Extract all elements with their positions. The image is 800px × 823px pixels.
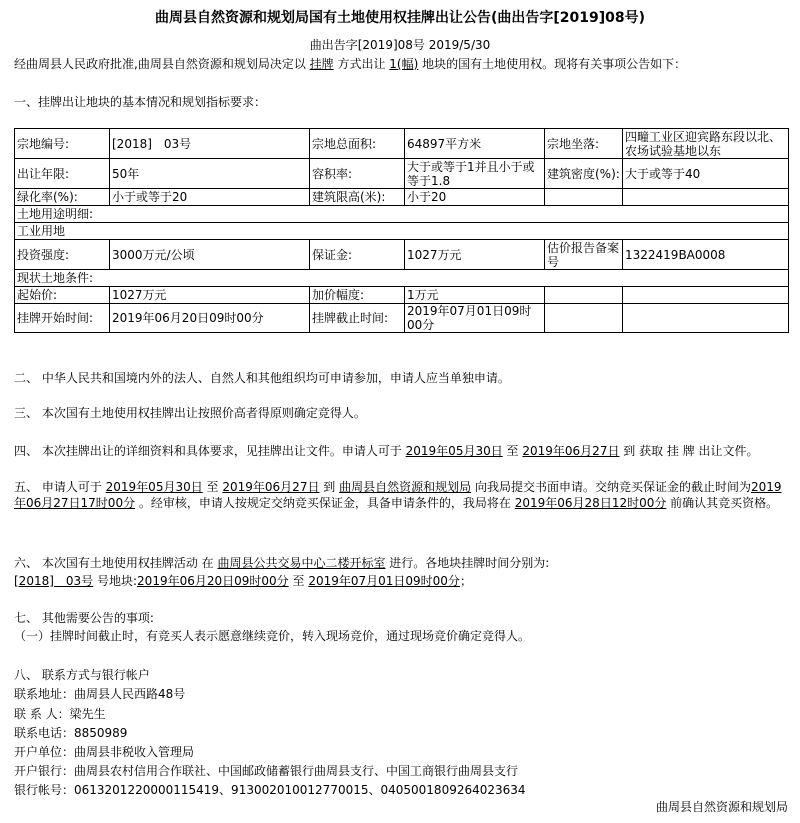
cell-label: 建筑密度(%): <box>545 159 623 189</box>
venue: 曲周县公共交易中心二楼开标室 <box>217 556 386 570</box>
section-1-heading: 一、挂牌出让地块的基本情况和规划指标要求： <box>14 95 267 109</box>
account-numbers: 银行帐号：0613201220000115419、913002010012770015、0405001809264023634 <box>14 783 526 797</box>
cell-value: 2019年06月20日09时00分 <box>110 304 310 333</box>
notice-title: 曲周县自然资源和规划局国有土地使用权挂牌出让公告(曲出告字[2019]08号) <box>154 10 646 26</box>
table-row <box>15 129 789 159</box>
table-row <box>15 270 789 287</box>
cell-label: 挂牌开始时间: <box>15 304 110 333</box>
cell-empty <box>623 287 789 304</box>
listing-start: 2019年06月20日09时00分 <box>137 574 289 588</box>
intro-text-2: 方式出让 <box>333 57 390 71</box>
transfer-method: 挂牌 <box>309 57 334 71</box>
cell-label: 出让年限: <box>15 159 110 189</box>
s5-text: 五、 申请人可于 <box>14 480 106 494</box>
cell-value: 3000万元/公顷 <box>110 240 310 270</box>
section-6-line2 <box>14 573 472 589</box>
cell-label: 绿化率(%): <box>15 189 110 206</box>
section-7-heading: 七、 其他需要公告的事项: <box>14 611 154 625</box>
s5-text: 前确认其竞买资格。 <box>666 496 779 510</box>
s5-text: 至 <box>202 480 223 494</box>
issuer-signature: 曲周县自然资源和规划局 <box>655 800 788 814</box>
cell-value: 大于或等于40 <box>623 159 789 189</box>
cell-value: 1322419BA0008 <box>623 240 789 270</box>
date-start: 2019年05月30日 <box>105 480 203 494</box>
cell-value: 50年 <box>110 159 310 189</box>
parcel-info-table <box>14 128 789 333</box>
cell-label: 宗地编号: <box>15 129 110 159</box>
s6-text: ； <box>459 574 472 588</box>
cell-empty <box>545 189 623 206</box>
table-row <box>15 304 789 333</box>
table-row <box>15 206 789 223</box>
table-row <box>15 159 789 189</box>
cell-value: 1万元 <box>405 287 545 304</box>
account-unit: 开户单位：曲周县非税收入管理局 <box>14 745 195 759</box>
cell-label: 容积率: <box>310 159 405 189</box>
section-8-heading: 八、 联系方式与银行帐户 <box>14 668 150 682</box>
s6-text: 至 <box>288 574 309 588</box>
s5-text: 向我局提交书面申请。交纳竞买保证金的截止时间为 <box>471 480 751 494</box>
contact-phone: 联系电话：8850989 <box>14 726 128 740</box>
s4-text: 四、 本次挂牌出让的详细资料和具体要求，见挂牌出让文件。申请人可于 <box>14 444 406 458</box>
bank-names: 开户银行：曲周县农村信用合作联社、中国邮政储蓄银行曲周县支行、中国工商银行曲周县支行 <box>14 764 519 778</box>
section-3: 三、 本次国有土地使用权挂牌出让按照价高者得原则确定竞得人。 <box>14 406 366 420</box>
cell-label: 建筑限高(米): <box>310 189 405 206</box>
cell-value: 小于或等于20 <box>110 189 310 206</box>
s4-text: 至 <box>502 444 523 458</box>
s6-text: 进行。各地块挂牌时间分别为: <box>385 556 550 570</box>
cell-label: 宗地总面积: <box>310 129 405 159</box>
s5-text: 到 <box>319 480 340 494</box>
cell-label: 土地用途明细: <box>15 206 789 223</box>
notice-number-date: 曲出告字[2019]08号 2019/5/30 <box>309 38 491 52</box>
section-2: 二、 中华人民共和国境内外的法人、自然人和其他组织均可申请参加，申请人应当单独申请。 <box>14 371 510 385</box>
cell-value: 小于20 <box>405 189 545 206</box>
section-5 <box>14 479 788 511</box>
table-row <box>15 189 789 206</box>
org-name: 曲周县自然资源和规划局 <box>339 480 472 494</box>
cell-value: 四疃工业区迎宾路东段以北、农场试验基地以东 <box>623 129 789 159</box>
cell-label: 起始价: <box>15 287 110 304</box>
contact-person: 联 系 人：梁先生 <box>14 707 106 721</box>
s4-text: 到 获取 挂 牌 出让文件。 <box>619 444 759 458</box>
s6-text: 六、 本次国有土地使用权挂牌活动 在 <box>14 556 218 570</box>
confirm-deadline: 2019年06月28日12时00分 <box>514 496 667 510</box>
date-end: 2019年06月27日 <box>222 480 320 494</box>
intro-paragraph <box>14 56 686 72</box>
cell-value: 1027万元 <box>110 287 310 304</box>
date-end: 2019年06月27日 <box>522 444 620 458</box>
table-row <box>15 223 789 240</box>
listing-end: 2019年07月01日09时00分 <box>308 574 460 588</box>
cell-value: 2019年07月01日09时00分 <box>405 304 545 333</box>
cell-value: 大于或等于1并且小于或等于1.8 <box>405 159 545 189</box>
intro-text-3: 地块的国有土地使用权。现将有关事项公告如下： <box>418 57 687 71</box>
cell-empty <box>623 189 789 206</box>
cell-label: 现状土地条件: <box>15 270 789 287</box>
contact-address: 联系地址：曲周县人民西路48号 <box>14 687 186 701</box>
cell-value: [2018] 03号 <box>110 129 310 159</box>
intro-text-1: 经曲周县人民政府批准,曲周县自然资源和规划局决定以 <box>14 57 310 71</box>
s5-text: 。经审核，申请人按规定交纳竞买保证金，具备申请条件的，我局将在 <box>135 496 515 510</box>
section-4 <box>14 443 759 459</box>
table-row <box>15 287 789 304</box>
cell-label: 保证金: <box>310 240 405 270</box>
cell-value: 1027万元 <box>405 240 545 270</box>
cell-value: 工业用地 <box>15 223 789 240</box>
cell-empty <box>623 304 789 333</box>
date-start: 2019年05月30日 <box>405 444 503 458</box>
cell-label: 挂牌截止时间: <box>310 304 405 333</box>
table-row <box>15 240 789 270</box>
lot-number: [2018] 03号 <box>14 574 94 588</box>
cell-label: 加价幅度: <box>310 287 405 304</box>
parcel-count: 1(幅) <box>389 57 419 71</box>
section-7-item-1: （一）挂牌时间截止时，有竞买人表示愿意继续竞价，转入现场竞价，通过现场竞价确定竞得人。 <box>14 629 531 643</box>
cell-value: 64897平方米 <box>405 129 545 159</box>
cell-label: 宗地坐落: <box>545 129 623 159</box>
cell-empty <box>545 304 623 333</box>
cell-label: 估价报告备案号 <box>545 240 623 270</box>
cell-label: 投资强度: <box>15 240 110 270</box>
cell-empty <box>545 287 623 304</box>
s6-text: 号地块: <box>93 574 138 588</box>
section-6-line1 <box>14 555 549 571</box>
deposit-deadline: 2019年06月27日17时00分 <box>14 480 782 510</box>
